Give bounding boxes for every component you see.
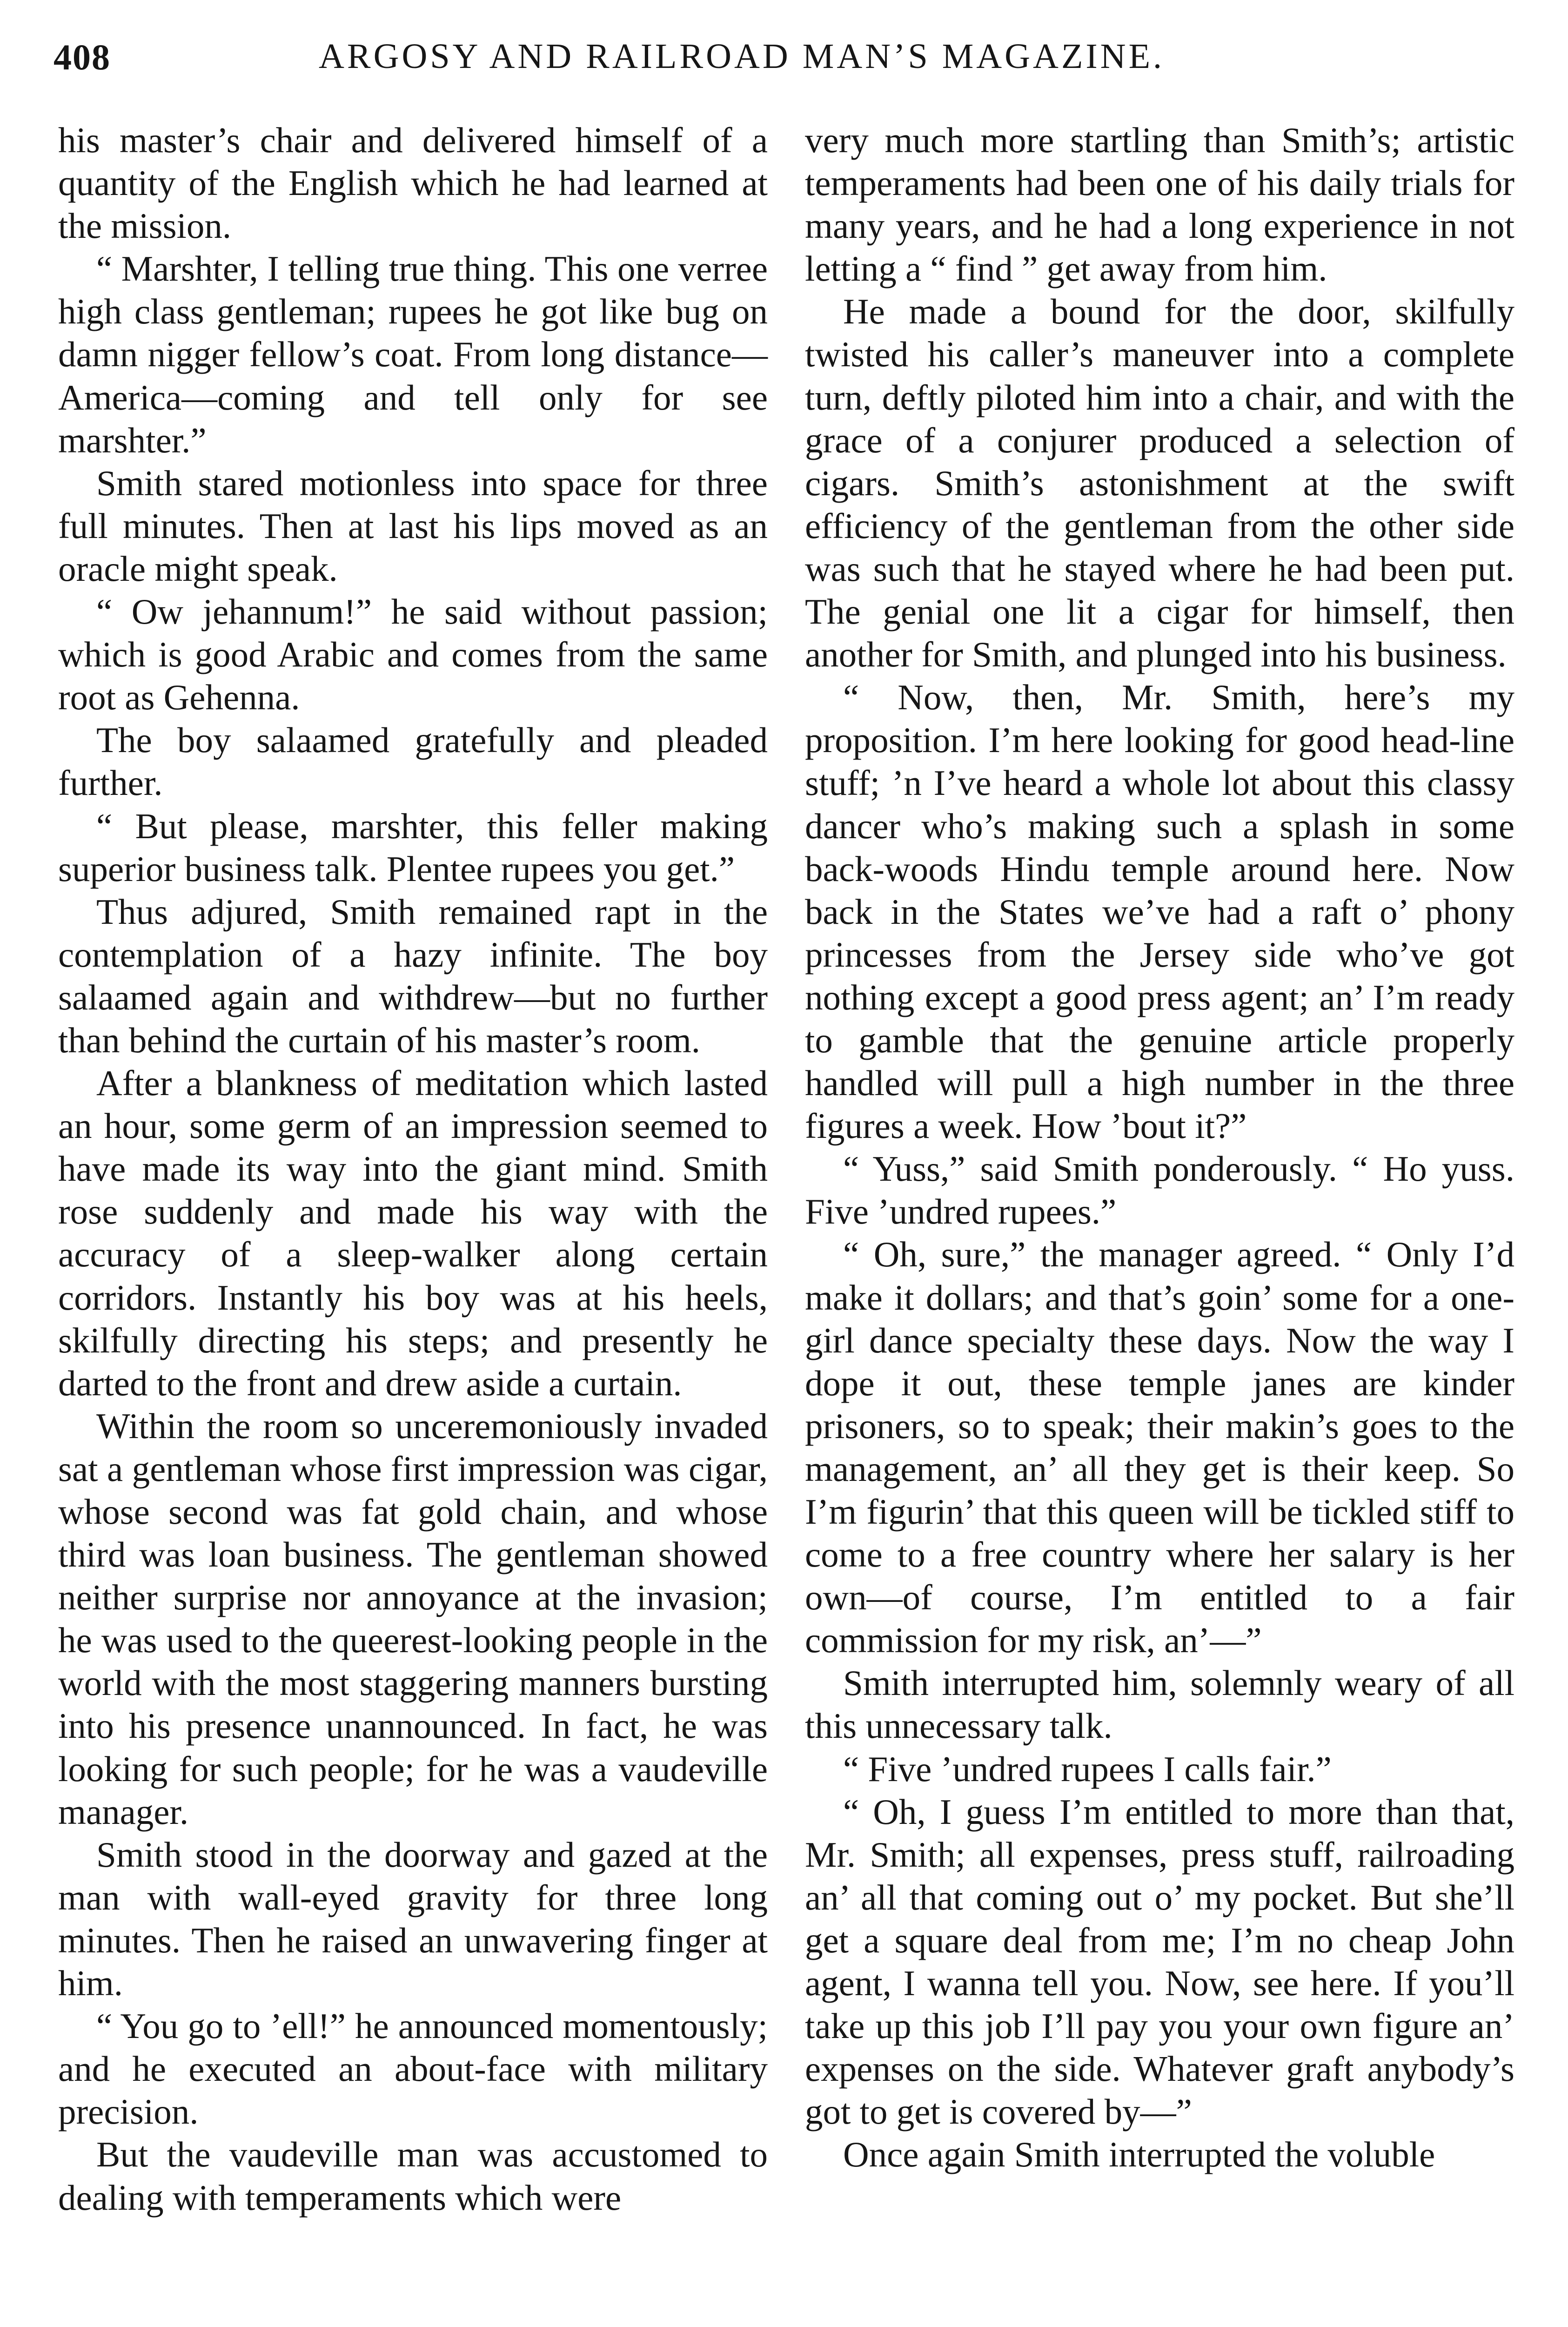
paragraph: “ Yuss,” said Smith ponderously. “ Ho yuss. Five ’undred rupees.”	[805, 1149, 1514, 1232]
paragraph: After a blankness of meditation which lasted an hour, some germ of an impression seemed to have made its way into the giant mind. Smith rose suddenly and made his way with the accuracy of a sleep-walker along certain corridors. Instantly his boy was at his heels, skilfully directing his steps; and presently he darted to the front and drew aside a curtain.	[58, 1063, 768, 1403]
page-number: 408	[54, 37, 111, 77]
paragraph: The boy salaamed gratefully and pleaded further.	[58, 720, 768, 803]
paragraph: “ But please, marshter, this feller making superior business talk. Plentee rupees you get.”	[58, 806, 768, 889]
paragraph: Smith interrupted him, solemnly weary of all this unnecessary talk.	[805, 1663, 1514, 1746]
paragraph: “ Now, then, Mr. Smith, here’s my proposition. I’m here looking for good head-line stuff; ’n I’ve heard a whole lot about this classy dancer who’s making such a splash in some back-woods Hindu temple around here. Now back in the States we’ve had a raft o’ phony princesses from the Jersey side who’ve got nothing except a good press agent; an’ I’m ready to gamble that the genuine article properly handled will pull a high number in the three figures a week. How ’bout it?”	[805, 677, 1514, 1146]
paragraph: “ Marshter, I telling true thing. This one verree high class gentleman; rupees he got like bug on damn nigger fellow’s coat. From long distance—America—coming and tell only for see marshter.”	[58, 249, 768, 460]
paragraph: “ Oh, I guess I’m entitled to more than that, Mr. Smith; all expenses, press stuff, railroading an’ all that coming out o’ my pocket. But she’ll get a square deal from me; I’m no cheap John agent, I wanna tell you. Now, see here. If you’ll take up this job I’ll pay you your own figure an’ expenses on the side. Whatever graft anybody’s got to get is covered by—”	[805, 1791, 1514, 2132]
paragraph: Smith stood in the doorway and gazed at the man with wall-eyed gravity for three long minutes. Then he raised an unwavering finger at him.	[58, 1834, 768, 2004]
paragraph: “ Five ’undred rupees I calls fair.”	[843, 1749, 1332, 1789]
paragraph: But the vaudeville man was accustomed to dealing with temperaments which were	[58, 2134, 768, 2218]
page-header	[54, 36, 1514, 87]
right-column	[805, 119, 1514, 2176]
paragraph: very much more startling than Smith’s; artistic temperaments had been one of his daily trials for many years, and he had a long experience in not letting a “ find ” get away from him.	[805, 120, 1514, 289]
paragraph: Thus adjured, Smith remained rapt in the contemplation of a hazy infinite. The boy salaamed again and withdrew—but no further than behind the curtain of his master’s room.	[58, 891, 768, 1060]
paragraph: He made a bound for the door, skilfully twisted his caller’s maneuver into a complete turn, deftly piloted him into a chair, and with the grace of a conjurer produced a selection of cigars. Smith’s astonishment at the swift efficiency of the gentleman from the other side was such that he stayed where he had been put. The genial one lit a cigar for himself, then another for Smith, and plunged into his business.	[805, 291, 1514, 675]
left-column	[58, 119, 768, 2219]
paragraph: “ You go to ’ell!” he announced momentously; and he executed an about-face with military precision.	[58, 2006, 768, 2132]
paragraph: his master’s chair and delivered himself of a quantity of the English which he had learned at the mission.	[58, 120, 768, 246]
paragraph: “ Oh, sure,” the manager agreed. “ Only I’d make it dollars; and that’s goin’ some for a one-girl dance specialty these days. Now the way I dope it out, these temple janes are kinder prisoners, so to speak; their makin’s goes to the management, an’ all they get is their keep. So I’m figurin’ that this queen will be tickled stiff to come to a free country where her salary is her own—of course, I’m entitled to a fair commission for my risk, an’—”	[805, 1234, 1514, 1661]
running-title: ARGOSY AND RAILROAD MAN’S MAGAZINE.	[319, 37, 1165, 76]
paragraph: Smith stared motionless into space for three full minutes. Then at last his lips moved as an oracle might speak.	[58, 463, 768, 589]
paragraph: “ Ow jehannum!” he said without passion; which is good Arabic and comes from the same root as Gehenna.	[58, 592, 768, 718]
paragraph: Within the room so unceremoniously invaded sat a gentleman whose first impression was cigar, whose second was fat gold chain, and whose third was loan business. The gentleman showed neither surprise nor annoyance at the invasion; he was used to the queerest-looking people in the world with the most staggering manners bursting into his presence unannounced. In fact, he was looking for such people; for he was a vaudeville manager.	[58, 1406, 768, 1832]
paragraph: Once again Smith interrupted the voluble	[843, 2134, 1435, 2175]
